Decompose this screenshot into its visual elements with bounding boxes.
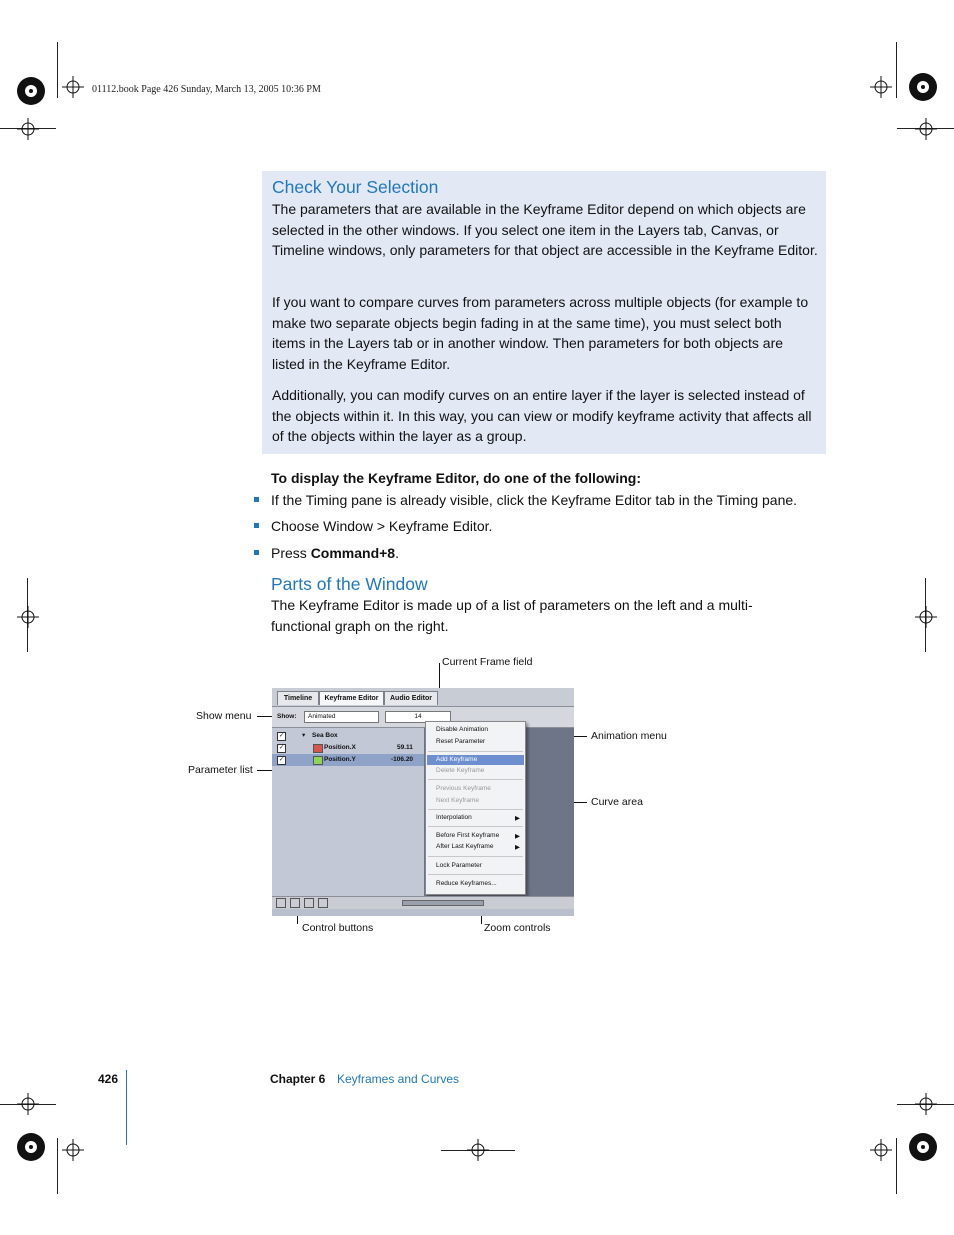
tab-timeline[interactable]: Timeline	[277, 691, 319, 705]
starburst-mark-icon	[16, 1132, 46, 1162]
callout-zoom-controls: Zoom controls	[484, 922, 551, 934]
submenu-arrow-icon: ▶	[515, 844, 520, 851]
callout-curve-area: Curve area	[591, 796, 643, 808]
checkbox[interactable]: ✓	[278, 733, 285, 739]
crosshair-mark-icon	[17, 1093, 39, 1115]
submenu-arrow-icon: ▶	[515, 833, 520, 840]
callout-control-buttons: Control buttons	[302, 922, 374, 934]
crosshair-mark-icon	[915, 606, 937, 628]
control-button[interactable]	[318, 898, 328, 908]
page-number: 426	[98, 1072, 119, 1086]
submenu-arrow-icon: ▶	[515, 815, 520, 822]
starburst-mark-icon	[16, 76, 46, 106]
param-name: Sea Box	[312, 732, 338, 739]
crosshair-mark-icon	[870, 1139, 892, 1161]
crosshair-mark-icon	[62, 76, 84, 98]
crosshair-mark-icon	[17, 606, 39, 628]
note-box	[262, 171, 826, 454]
section-title: Parts of the Window	[271, 574, 428, 594]
menu-item-reduce-keyframes[interactable]: Reduce Keyframes...	[436, 880, 497, 887]
bullet-square-icon	[254, 523, 259, 528]
control-button[interactable]	[290, 898, 300, 908]
crosshair-mark-icon	[915, 1093, 937, 1115]
parameter-list	[272, 728, 424, 898]
color-swatch	[313, 756, 323, 765]
instructions-lead: To display the Keyframe Editor, do one of the following:	[271, 470, 641, 486]
note-paragraph: The parameters that are available in the Keyframe Editor depend on which objects are selected in the other windows. If you select one item in the Layers tab, Canvas, or Timeline windows, only parameters for that object are accessible in the Keyframe Editor.	[272, 201, 818, 258]
menu-item-delete-keyframe[interactable]: Delete Keyframe	[436, 767, 485, 774]
zoom-slider[interactable]	[402, 900, 484, 906]
menu-item-disable-animation[interactable]: Disable Animation	[436, 726, 489, 733]
editor-toolbar	[272, 707, 574, 728]
shortcut-key: Command+8	[310, 545, 396, 561]
menu-item-before-first-keyframe[interactable]: Before First Keyframe	[436, 832, 500, 839]
bullet-text: If the Timing pane is already visible, click the Keyframe Editor tab in the Timing pane.	[271, 492, 798, 508]
param-value: 59.11	[397, 744, 413, 751]
note-title: Check Your Selection	[272, 177, 439, 197]
footer-chapter-title: Keyframes and Curves	[337, 1072, 460, 1086]
callout-parameter-list: Parameter list	[188, 764, 253, 776]
bullet-square-icon	[254, 550, 259, 555]
tab-keyframe-editor[interactable]: Keyframe Editor	[319, 691, 384, 705]
callout-current-frame: Current Frame field	[442, 656, 533, 668]
crosshair-mark-icon	[17, 118, 39, 140]
tab-bar	[272, 688, 574, 707]
list-item[interactable]	[272, 754, 424, 766]
menu-item-lock-parameter[interactable]: Lock Parameter	[436, 862, 482, 869]
callout-animation-menu: Animation menu	[591, 730, 667, 742]
crosshair-mark-icon	[915, 118, 937, 140]
note-paragraph: If you want to compare curves from parameters across multiple objects (for example to make two separate objects begin fading in at the same time), you must select both items in the Layers tab or in another window. Then parameters for both objects are listed in the Keyframe Editor.	[272, 294, 809, 372]
crosshair-mark-icon	[467, 1139, 489, 1161]
triangle-down-icon: ▾	[302, 732, 306, 739]
show-label: Show:	[277, 713, 297, 720]
book-header: 01112.book Page 426 Sunday, March 13, 2005 10:36 PM	[92, 84, 321, 95]
footer-chapter: Chapter 6	[270, 1072, 326, 1086]
menu-item-reset-parameter[interactable]: Reset Parameter	[436, 738, 486, 745]
checkbox[interactable]: ✓	[278, 757, 285, 763]
show-menu[interactable]: Animated	[304, 711, 379, 723]
param-name: Position.Y	[324, 756, 356, 763]
menu-item-after-last-keyframe[interactable]: After Last Keyframe	[436, 843, 494, 850]
starburst-mark-icon	[908, 72, 938, 102]
control-button[interactable]	[304, 898, 314, 908]
param-value: -106.20	[391, 756, 414, 763]
bullet-suffix: .	[395, 545, 399, 561]
list-item[interactable]	[272, 742, 424, 754]
keyframe-editor-screenshot	[272, 688, 574, 916]
bullet-text: Choose Window > Keyframe Editor.	[271, 518, 493, 534]
tab-audio-editor[interactable]: Audio Editor	[384, 691, 438, 705]
starburst-mark-icon	[908, 1132, 938, 1162]
section-paragraph: The Keyframe Editor is made up of a list of parameters on the left and a multi-functional graph on the right.	[271, 597, 753, 634]
menu-item-interpolation[interactable]: Interpolation	[436, 814, 472, 821]
menu-item-next-keyframe[interactable]: Next Keyframe	[436, 797, 479, 804]
menu-item-add-keyframe[interactable]: Add Keyframe	[436, 756, 478, 763]
bullet-text	[271, 545, 399, 561]
crosshair-mark-icon	[870, 76, 892, 98]
param-name: Position.X	[324, 744, 356, 751]
bullet-prefix: Press	[271, 545, 311, 561]
menu-item-previous-keyframe[interactable]: Previous Keyframe	[436, 785, 491, 792]
control-button[interactable]	[276, 898, 286, 908]
crosshair-mark-icon	[62, 1139, 84, 1161]
list-item[interactable]	[272, 730, 424, 742]
bullet-square-icon	[254, 497, 259, 502]
footer-rule	[126, 1070, 127, 1145]
bottom-bar	[272, 896, 574, 909]
callout-show-menu: Show menu	[196, 710, 252, 722]
current-frame-field[interactable]: 14	[385, 711, 451, 723]
animation-menu	[425, 721, 526, 895]
note-paragraph: Additionally, you can modify curves on an entire layer if the layer is selected instead of the objects within it. In this way, you can view or modify keyframe activity that affects all of the objects within the layer as a group.	[272, 387, 812, 444]
color-swatch	[313, 744, 323, 753]
checkbox[interactable]: ✓	[278, 745, 285, 751]
